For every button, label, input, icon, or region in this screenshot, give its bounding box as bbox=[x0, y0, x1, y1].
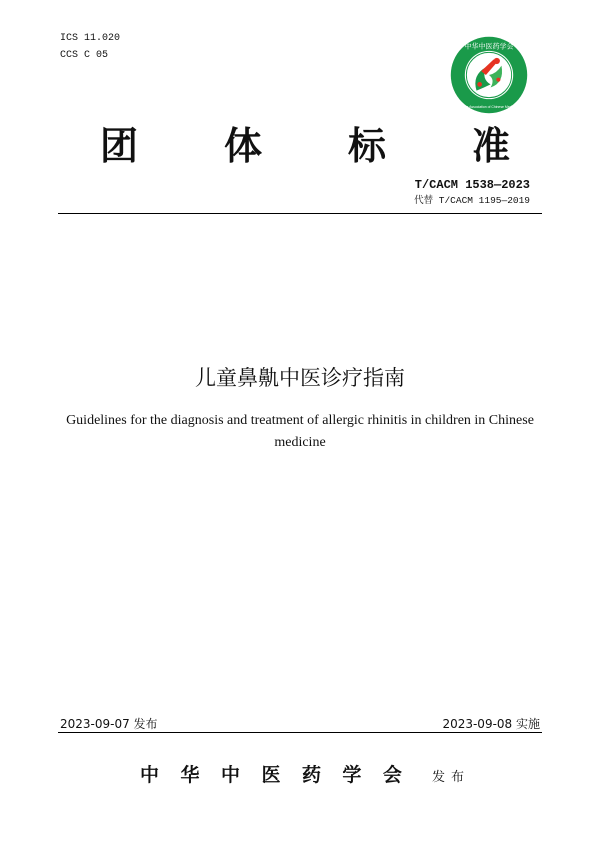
publisher-char: 中 bbox=[220, 764, 240, 786]
doc-type-char: 标 bbox=[347, 123, 386, 168]
emblem-text-bottom: China Association of Chinese Medicine bbox=[459, 104, 519, 109]
header-divider bbox=[58, 213, 542, 214]
issue-date: 2023-09-07 发布 bbox=[60, 717, 158, 731]
standard-number: T/CACM 1538—2023 bbox=[414, 178, 530, 192]
publisher-line bbox=[140, 760, 470, 787]
publisher-char: 医 bbox=[261, 764, 281, 786]
emblem-svg bbox=[450, 36, 528, 114]
doc-type-char: 准 bbox=[471, 123, 510, 168]
association-emblem-icon bbox=[450, 36, 528, 114]
document-type-heading bbox=[100, 112, 510, 172]
ccs-code: CCS C 05 bbox=[60, 50, 109, 61]
doc-type-char: 体 bbox=[223, 123, 262, 168]
footer-divider bbox=[58, 732, 542, 733]
publisher-char: 学 bbox=[342, 764, 362, 786]
classification-codes bbox=[60, 30, 120, 64]
publisher-char: 药 bbox=[301, 764, 321, 786]
publisher-char: 华 bbox=[180, 764, 200, 786]
emblem-text-top: 中华中医药学会 bbox=[464, 41, 514, 51]
publisher-char: 会 bbox=[382, 764, 402, 786]
publisher-action: 发布 bbox=[431, 770, 470, 785]
effective-date: 2023-09-08 实施 bbox=[442, 717, 540, 731]
standard-number-block bbox=[414, 177, 530, 209]
doc-type-char: 团 bbox=[100, 123, 139, 168]
publisher-char: 中 bbox=[140, 764, 160, 786]
replaces-standard: 代替 T/CACM 1195—2019 bbox=[414, 195, 530, 206]
title-english-line: Guidelines for the diagnosis and treatment of allergic rhinitis in children in Chinese bbox=[66, 413, 534, 428]
title-english bbox=[60, 410, 540, 454]
title-chinese: 儿童鼻鼽中医诊疗指南 bbox=[195, 366, 405, 390]
ics-code: ICS 11.020 bbox=[60, 33, 121, 44]
publisher-name bbox=[140, 760, 402, 787]
title-english-line: medicine bbox=[274, 435, 326, 450]
